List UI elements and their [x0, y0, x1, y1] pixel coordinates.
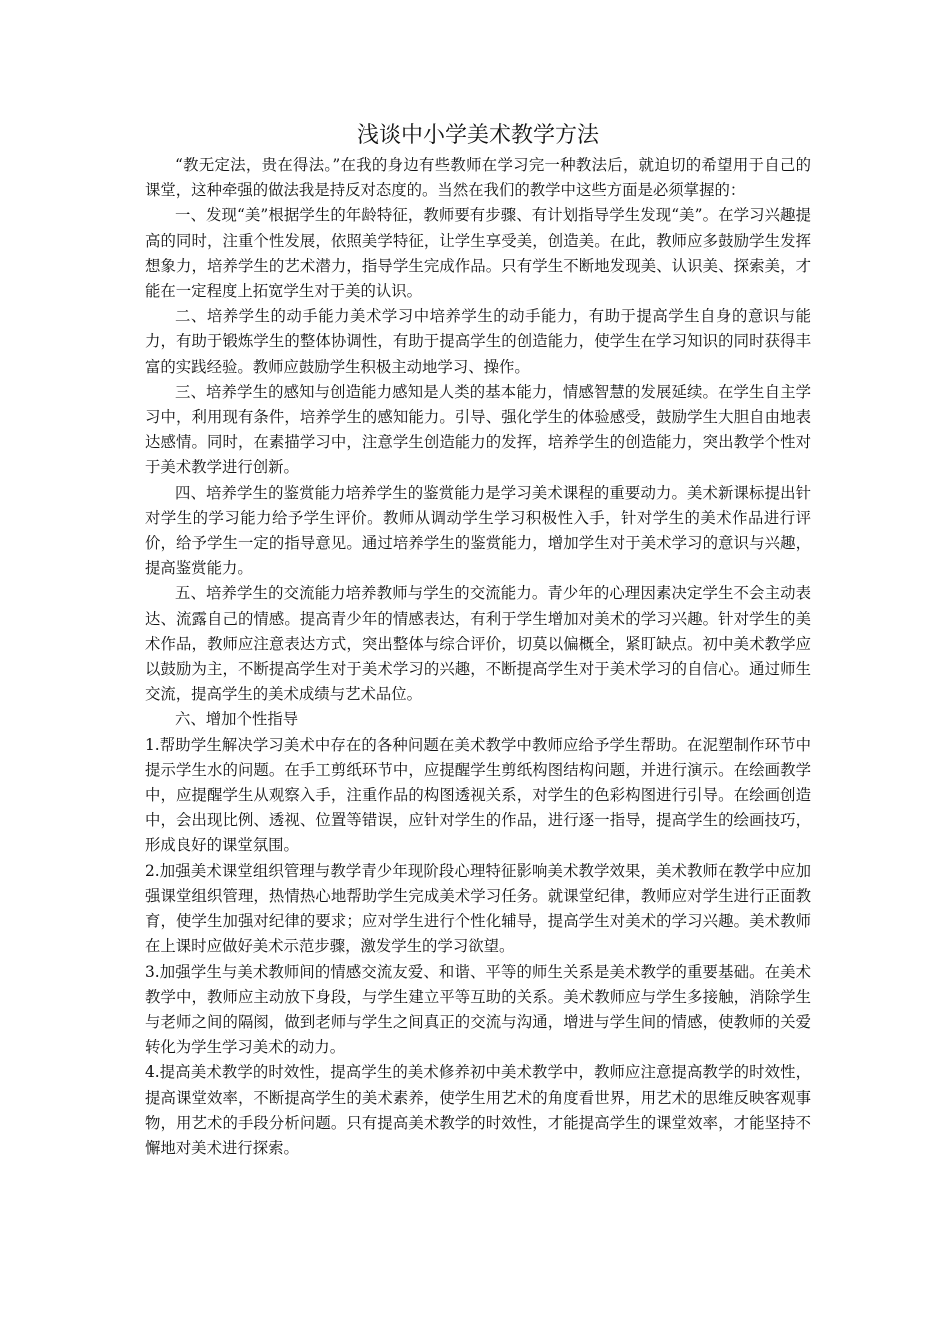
paragraph-section-1: 一、发现“美”根据学生的年龄特征，教师要有步骤、有计划指导学生发现“美”。在学习兴趣提高的同时，注重个性发展，依照美学特征，让学生享受美，创造美。在此，教师应多鼓励学生发挥想象力，培养学生的艺术潜力，指导学生完成作品。只有学生不断地发现美、认识美、探索美，才能在一定程度上拓宽学生对于美的认识。 — [145, 206, 811, 301]
document-body — [145, 119, 811, 1161]
paragraph-section-3: 三、培养学生的感知与创造能力感知是人类的基本能力，情感智慧的发展延续。在学生自主学习中，利用现有条件，培养学生的感知能力。引导、强化学生的体验感受，鼓励学生大胆自由地表达感情。同时，在素描学习中，注意学生创造能力的发挥，培养学生的创造能力，突出教学个性对于美术教学进行创新。 — [145, 382, 811, 477]
paragraph-intro: “教无定法，贵在得法。”在我的身边有些教师在学习完一种教法后，就迫切的希望用于自己的课堂，这种牵强的做法我是持反对态度的。当然在我们的教学中这些方面是必须掌握的： — [145, 156, 811, 200]
paragraph-item-1: 1.帮助学生解决学习美术中存在的各种问题在美术教学中教师应给予学生帮助。在泥塑制作环节中提示学生水的问题。在手工剪纸环节中，应提醒学生剪纸构图结构问题，并进行演示。在绘画教学中，应提醒学生从观察入手，注重作品的构图透视关系，对学生的色彩构图进行引导。在绘画创造中，会出现比例、透视、位置等错误，应针对学生的作品，进行逐一指导，提高学生的绘画技巧，形成良好的课堂氛围。 — [145, 735, 811, 855]
paragraph-item-3: 3.加强学生与美术教师间的情感交流友爱、和谐、平等的师生关系是美术教学的重要基础。在美术教学中，教师应主动放下身段，与学生建立平等互助的关系。美术教师应与学生多接触，消除学生与老师之间的隔阂，做到老师与学生之间真正的交流与沟通，增进与学生间的情感，使教师的关爱转化为学生学习美术的动力。 — [145, 962, 811, 1057]
paragraph-section-6-heading: 六、增加个性指导 — [175, 710, 299, 729]
paragraph-section-4: 四、培养学生的鉴赏能力培养学生的鉴赏能力是学习美术课程的重要动力。美术新课标提出针对学生的学习能力给予学生评价。教师从调动学生学习积极性入手，针对学生的美术作品进行评价，给予学生一定的指导意见。通过培养学生的鉴赏能力，增加学生对于美术学习的意识与兴趣，提高鉴赏能力。 — [145, 483, 811, 578]
document-title: 浅谈中小学美术教学方法 — [356, 123, 599, 148]
paragraph-section-5: 五、培养学生的交流能力培养教师与学生的交流能力。青少年的心理因素决定学生不会主动表达、流露自己的情感。提高青少年的情感表达，有利于学生增加对美术的学习兴趣。针对学生的美术作品，教师应注意表达方式，突出整体与综合评价，切莫以偏概全，紧盯缺点。初中美术教学应以鼓励为主，不断提高学生对于美术学习的兴趣，不断提高学生对于美术学习的自信心。通过师生交流，提高学生的美术成绩与艺术品位。 — [145, 584, 811, 704]
paragraph-item-2: 2.加强美术课堂组织管理与教学青少年现阶段心理特征影响美术教学效果，美术教师在教学中应加强课堂组织管理，热情热心地帮助学生完成美术学习任务。就课堂纪律，教师应对学生进行正面教育，使学生加强对纪律的要求；应对学生进行个性化辅导，提高学生对美术的学习兴趣。美术教师在上课时应做好美术示范步骤，激发学生的学习欲望。 — [145, 861, 811, 956]
paragraph-section-2: 二、培养学生的动手能力美术学习中培养学生的动手能力，有助于提高学生自身的意识与能力，有助于锻炼学生的整体协调性，有助于提高学生的创造能力，使学生在学习知识的同时获得丰富的实践经验。教师应鼓励学生积极主动地学习、操作。 — [145, 307, 811, 376]
paragraph-item-4: 4.提高美术教学的时效性，提高学生的美术修养初中美术教学中，教师应注意提高教学的时效性，提高课堂效率，不断提高学生的美术素养，使学生用艺术的角度看世界，用艺术的思维反映客观事物，用艺术的手段分析问题。只有提高美术教学的时效性，才能提高学生的课堂效率，才能坚持不懈地对美术进行探索。 — [145, 1063, 811, 1157]
